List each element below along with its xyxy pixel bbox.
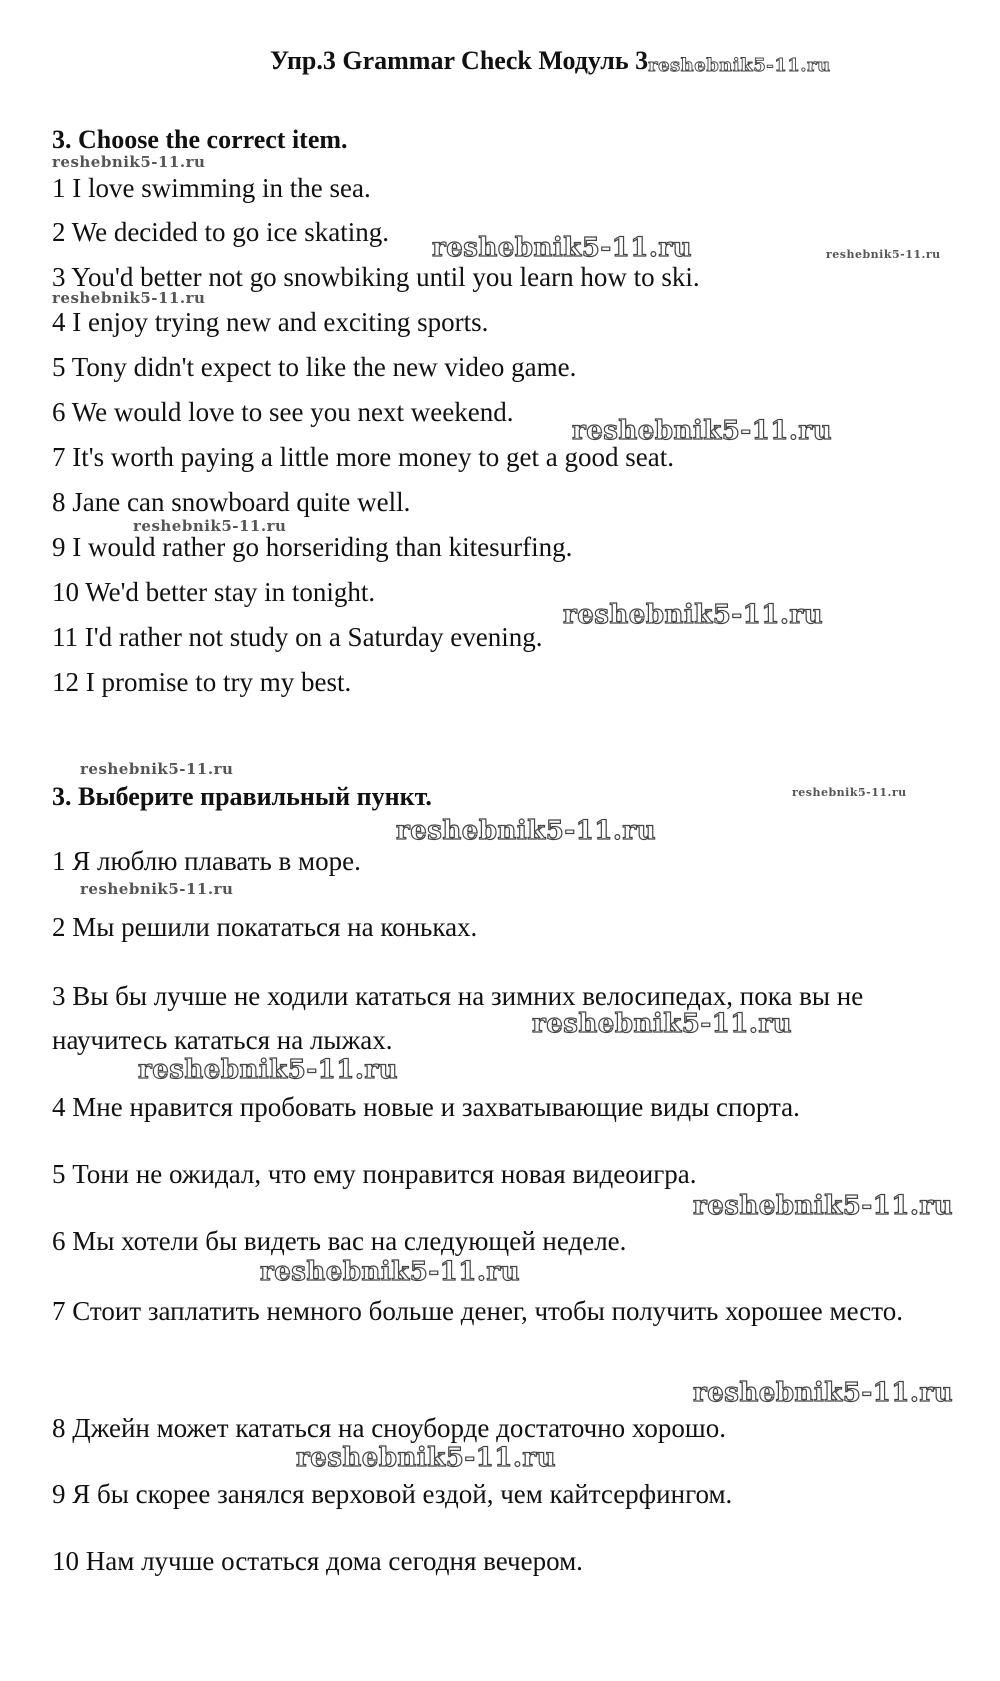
english-item: 12 I promise to try my best. (52, 667, 352, 697)
watermark: reshebnik5-11.ru (80, 760, 234, 778)
english-item: 6 We would love to see you next weekend. (52, 397, 514, 427)
watermark: reshebnik5-11.ru (296, 1443, 557, 1473)
page-title-text: Упр.3 Grammar Check Модуль 3 (270, 46, 649, 75)
watermark: reshebnik5-11.ru (138, 1055, 399, 1085)
watermark: reshebnik5-11.ru (432, 233, 693, 263)
watermark: reshebnik5-11.ru (396, 816, 657, 846)
russian-item: 9 Я бы скорее занялся верховой ездой, чем кайтсерфингом. (52, 1479, 733, 1509)
russian-item: 1 Я люблю плавать в море. (52, 846, 361, 876)
watermark: reshebnik5-11.ru (648, 55, 831, 76)
russian-heading: 3. Выберите правильный пункт. (52, 782, 432, 811)
english-item: 10 We'd better stay in tonight. (52, 577, 376, 607)
english-item: 5 Tony didn't expect to like the new video game. (52, 352, 577, 382)
watermark: reshebnik5-11.ru (260, 1257, 521, 1287)
russian-item: 6 Мы хотели бы видеть вас на следующей неделе. (52, 1226, 627, 1256)
english-item: 7 It's worth paying a little more money to get a good seat. (52, 442, 674, 472)
watermark: reshebnik5-11.ru (133, 517, 287, 535)
english-item: 8 Jane can snowboard quite well. (52, 487, 411, 517)
page-title (270, 46, 831, 76)
english-item: 11 I'd rather not study on a Saturday evening. (52, 622, 543, 652)
russian-item: 3 Вы бы лучше не ходили кататься на зимних велосипедах, пока вы не научитесь кататься на лыжах. (52, 981, 864, 1055)
english-item: 1 I love swimming in the sea. (52, 173, 371, 203)
watermark: reshebnik5-11.ru (563, 600, 824, 630)
english-heading: 3. Choose the correct item. (52, 125, 348, 154)
watermark: reshebnik5-11.ru (826, 248, 941, 261)
english-item: 4 I enjoy trying new and exciting sports. (52, 307, 489, 337)
russian-item: 2 Мы решили покататься на коньках. (52, 912, 478, 942)
watermark: reshebnik5-11.ru (693, 1378, 954, 1408)
watermark: reshebnik5-11.ru (532, 1009, 793, 1039)
russian-item: 4 Мне нравится пробовать новые и захватывающие виды спорта. (52, 1092, 800, 1122)
russian-item: 8 Джейн может кататься на сноуборде достаточно хорошо. (52, 1413, 726, 1443)
watermark: reshebnik5-11.ru (80, 880, 234, 898)
russian-item: 5 Тони не ожидал, что ему понравится новая видеоигра. (52, 1159, 697, 1189)
watermark: reshebnik5-11.ru (52, 289, 206, 307)
russian-item: 10 Нам лучше остаться дома сегодня вечером. (52, 1546, 583, 1576)
english-item: 3 You'd better not go snowbiking until you learn how to ski. (52, 262, 700, 292)
watermark: reshebnik5-11.ru (52, 153, 206, 171)
watermark: reshebnik5-11.ru (792, 786, 907, 799)
russian-item: 7 Стоит заплатить немного больше денег, чтобы получить хорошее место. (52, 1296, 903, 1326)
watermark: reshebnik5-11.ru (693, 1191, 954, 1221)
english-item: 2 We decided to go ice skating. (52, 217, 389, 247)
watermark: reshebnik5-11.ru (572, 416, 833, 446)
english-item: 9 I would rather go horseriding than kitesurfing. (52, 532, 573, 562)
